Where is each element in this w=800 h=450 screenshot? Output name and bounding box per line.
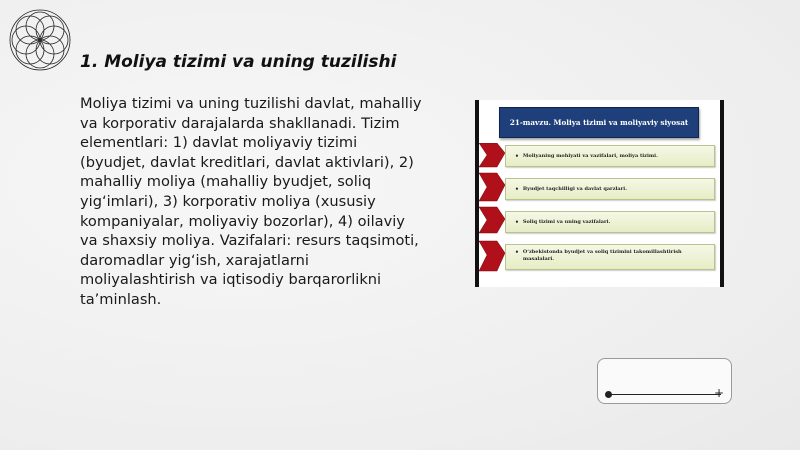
plus-icon[interactable]: + bbox=[714, 386, 725, 400]
slide-list-item-label: Byudjet taqchilligi va davlat qarzlari. bbox=[522, 186, 627, 192]
chevron-icon bbox=[479, 241, 505, 271]
bullet-icon: • bbox=[515, 218, 519, 226]
circle-rosette-icon bbox=[4, 4, 76, 76]
slide-list-item bbox=[505, 211, 715, 233]
chevron-icon bbox=[479, 173, 505, 201]
slide-list-item bbox=[505, 145, 715, 167]
slide-list-item-label: O‘zbekistonda byudjet va soliq tizimini takomillashtirish masalalari. bbox=[522, 249, 682, 262]
chevron-column bbox=[479, 143, 505, 275]
bullet-icon: • bbox=[515, 185, 519, 193]
slide-title: 1. Moliya tizimi va uning tuzilishi bbox=[80, 52, 397, 72]
slide-body-text: Moliya tizimi va uning tuzilishi davlat, mahalliy va korporativ darajalarda shakllanadi. Tizim elementlari: 1) davlat moliyaviy tizimi (byudjet, davlat kreditlari, davlat aktivlari), 2) mahalliy moliya (mahalliy byudjet, soliq yig‘imlari), 3) korporativ moliya (xususiy kompaniyalar, moliyaviy bozorlar), 4) oilaviy va shaxsiy moliya. Vazifalari: resurs taqsimoti, daromadlar yig‘ish, xarajatlarni moliyalashtirish va iqtisodiy barqarorlikni ta’minlash. bbox=[80, 95, 422, 308]
slide-list-item-label: Soliq tizimi va uning vazifalari. bbox=[522, 219, 611, 225]
embedded-slide-image bbox=[475, 100, 724, 287]
slide-list-item-label: Moliyaning mohiyati va vazifalari, moliya tizimi. bbox=[522, 153, 658, 159]
slide-border-right bbox=[720, 100, 724, 287]
bullet-icon: • bbox=[515, 249, 519, 256]
slide-header: 21-mavzu. Moliya tizimi va moliyaviy siyosat bbox=[499, 107, 699, 138]
media-player[interactable] bbox=[597, 358, 732, 404]
chevron-icon bbox=[479, 143, 505, 167]
slide-list-item bbox=[505, 244, 715, 270]
chevron-icon bbox=[479, 207, 505, 233]
playhead-icon[interactable] bbox=[605, 391, 612, 398]
slide-list-item bbox=[505, 178, 715, 200]
progress-track[interactable] bbox=[609, 394, 721, 395]
bullet-icon: • bbox=[515, 152, 519, 160]
